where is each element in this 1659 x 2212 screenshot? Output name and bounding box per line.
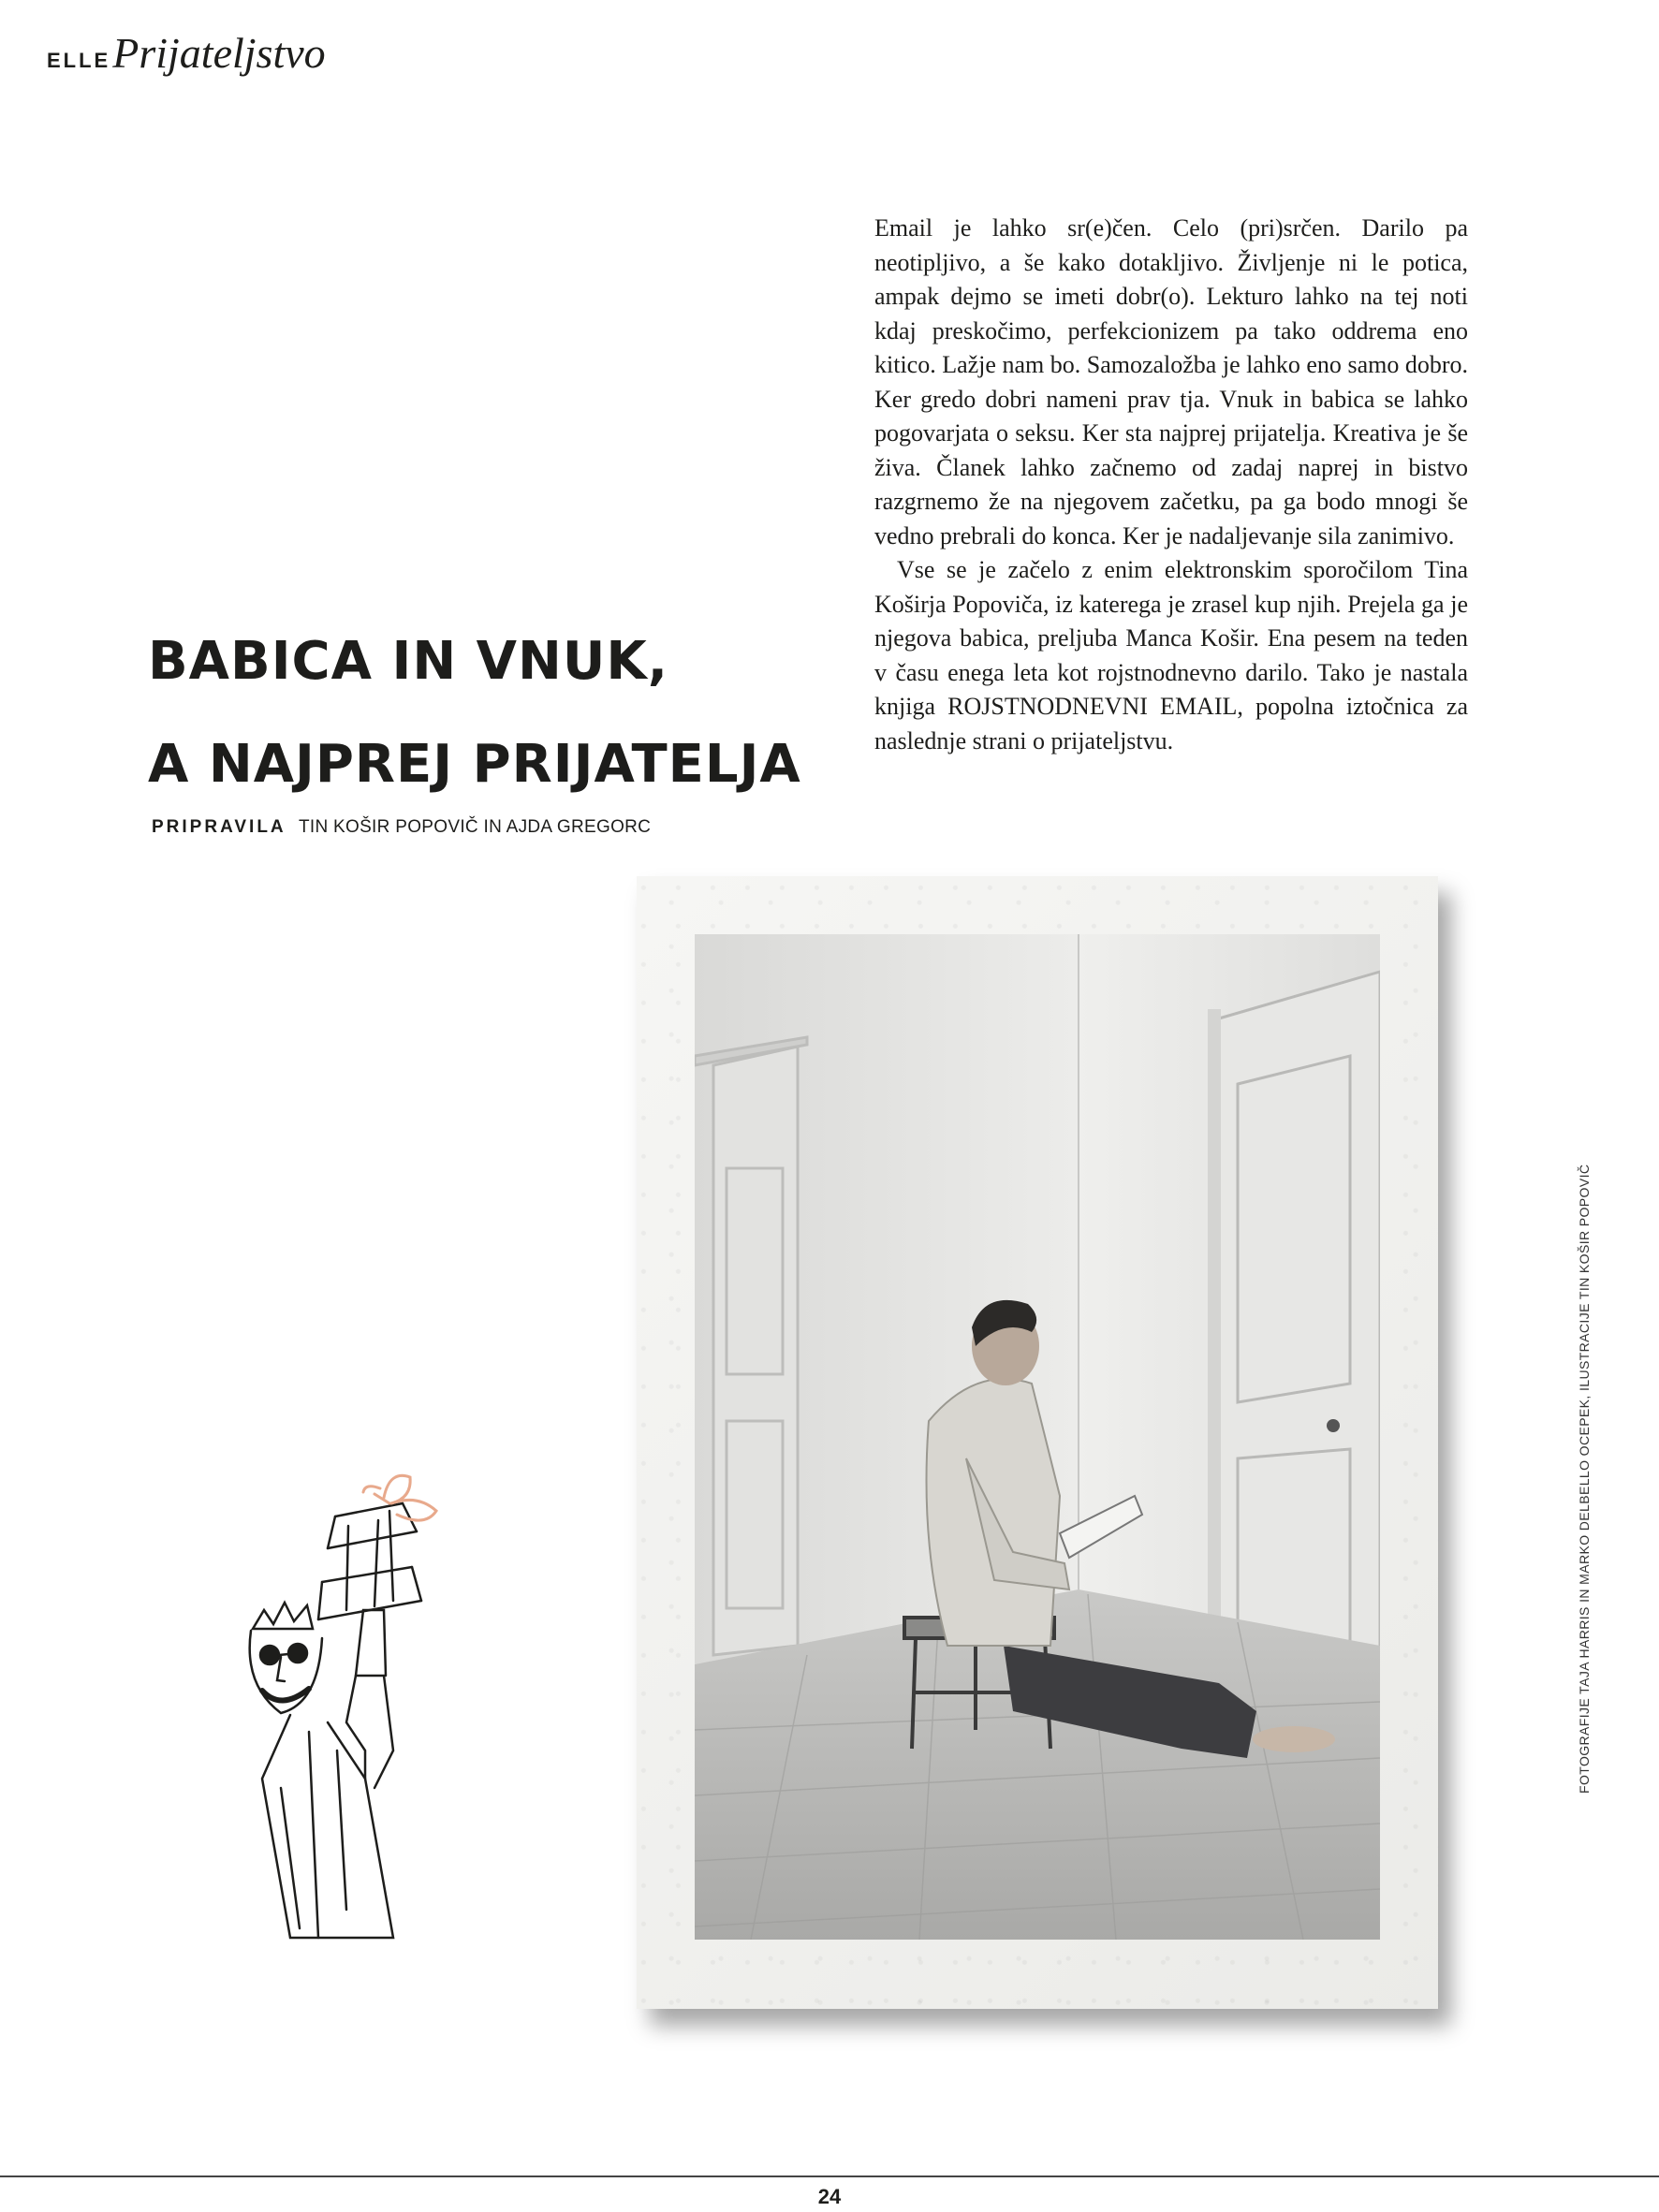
byline-names: TIN KOŠIR POPOVIČ IN AJDA GREGORC	[298, 817, 652, 837]
headline	[148, 610, 859, 816]
king-illustration	[225, 1470, 562, 1956]
photo-scene	[695, 934, 1380, 1940]
headline-line-1: BABICA IN VNUK,	[148, 631, 669, 692]
page-number: 24	[817, 2185, 842, 2208]
masthead	[47, 28, 326, 84]
section-title: Prijateljstvo	[112, 29, 326, 77]
photo-frame	[637, 876, 1438, 2009]
byline-label: PRIPRAVILA	[152, 817, 286, 837]
right-door	[1208, 972, 1380, 1702]
paragraph-2: Vse se je začelo z enim elektronskim sporočilom Tina Koširja Popoviča, iz katerega je zrasel kup njih. Prejela ga je njegova babica, preljuba Manca Košir. Ena pesem na teden v času enega leta kot rojstnodnevno darilo. Tako je nastala knjiga ROJSTNODNEVNI EMAIL, popolna iztočnica za naslednje strani o prijateljstvu.	[874, 556, 1468, 754]
butterfly-icon	[363, 1475, 436, 1520]
paragraph-1: Email je lahko sr(e)čen. Celo (pri)srčen. Darilo pa neotipljivo, a še kako dotakljivo. Življenje ni le potica, ampak dejmo se imeti dobr(o). Lekturo lahko na tej noti kdaj preskočimo, perfekcionizem pa tako oddrema eno kitico. Lažje nam bo. Samozaložba je lahko eno samo dobro. Ker gredo dobri nameni prav tja. Vnuk in babica se lahko pogovarjata o seksu. Ker sta najprej prijatelja. Kreativa je še živa. Članek lahko začnemo od zadaj naprej in bistvo razgrnemo že na njegovem začetku, pa ga bodo mnogi še vedno prebrali do konca. Ker je nadaljevanje sila zanimivo.	[874, 214, 1468, 549]
byline	[152, 817, 651, 838]
brand-logo: ELLE	[47, 49, 111, 72]
photo-credit: FOTOGRAFIJE TAJA HARRIS IN MARKO DELBELLO OCEPEK, ILUSTRACIJE TIN KOŠIR POPOVIČ	[1577, 1164, 1592, 1794]
headline-line-2: A NAJPREJ PRIJATELJA	[148, 734, 801, 795]
footer-divider	[0, 2175, 1659, 2177]
article-body	[874, 212, 1468, 758]
portrait-photo	[695, 934, 1380, 1940]
